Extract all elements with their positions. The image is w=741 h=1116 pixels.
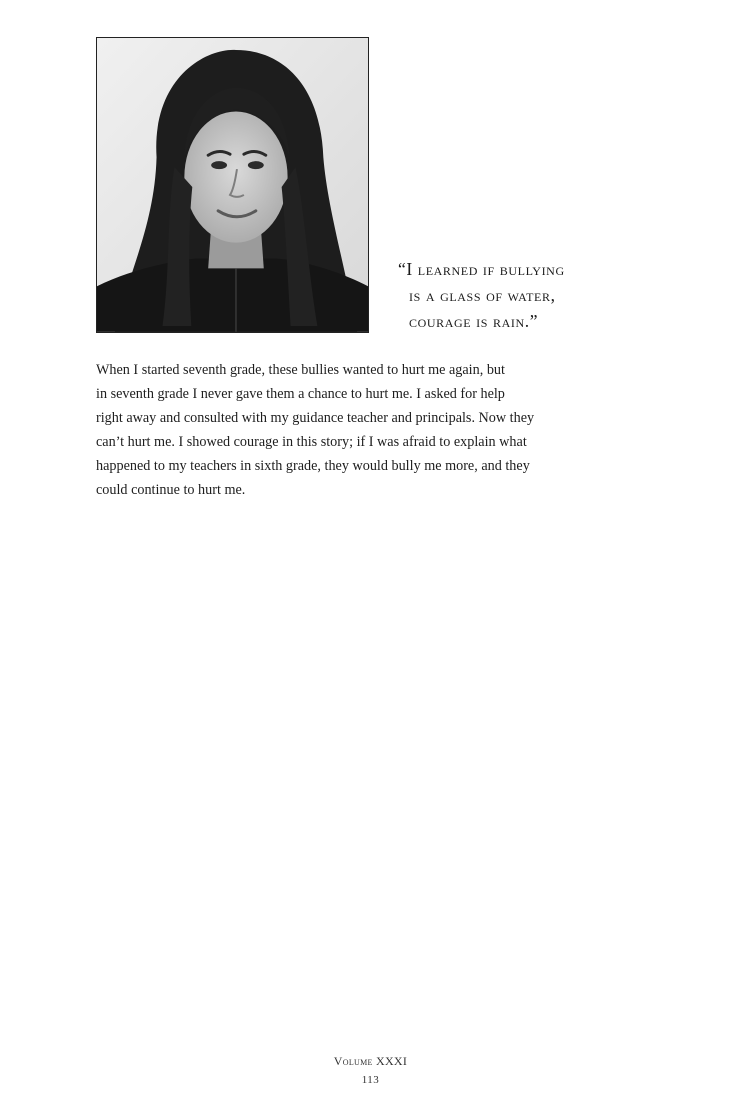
- body-line: When I started seventh grade, these bullies wanted to hurt me again, but: [96, 362, 505, 378]
- body-line: can’t hurt me. I showed courage in this story; if I was afraid to explain what: [96, 434, 527, 450]
- pull-quote-line: “I learned if bullying: [398, 259, 565, 279]
- portrait-image: [97, 38, 368, 332]
- body-line: could continue to hurt me.: [96, 482, 246, 498]
- body-line: happened to my teachers in sixth grade, they would bully me more, and they: [96, 458, 530, 474]
- portrait-photo: [96, 37, 369, 333]
- pull-quote: [398, 256, 698, 334]
- body-line: right away and consulted with my guidance teacher and principals. Now they: [96, 410, 535, 426]
- volume-label: Volume XXXI: [333, 1054, 408, 1068]
- page-number: 113: [361, 1074, 380, 1086]
- body-line: in seventh grade I never gave them a chance to hurt me. I asked for help: [96, 386, 505, 402]
- body-paragraph: [96, 358, 676, 502]
- pull-quote-line: is a glass of water,: [409, 285, 556, 305]
- pull-quote-line: courage is rain.”: [409, 311, 539, 331]
